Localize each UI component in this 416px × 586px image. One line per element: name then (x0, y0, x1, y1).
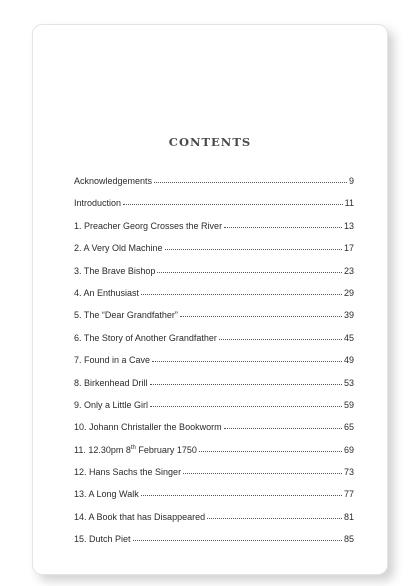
toc-entry-title-part: February 1750 (135, 444, 197, 455)
toc-entry (74, 422, 354, 444)
dot-leader (219, 339, 342, 340)
toc-entry-title: 13. A Long Walk (74, 489, 139, 500)
toc-entry (74, 534, 354, 556)
toc-page-number: 69 (343, 444, 354, 455)
dot-leader (150, 406, 342, 407)
dot-leader (224, 428, 342, 429)
toc-entry (74, 198, 354, 220)
ordinal-suffix: th (130, 444, 136, 451)
toc-entry-title: Acknowledgements (74, 176, 153, 186)
toc-entry-title: 6. The Story of Another Grandfather (74, 332, 217, 343)
toc-page-number: 85 (343, 534, 354, 545)
dot-leader (224, 227, 342, 228)
dot-leader (165, 249, 342, 250)
toc-page-number: 59 (343, 399, 354, 410)
toc-entry (74, 467, 354, 489)
toc-entry-title: 5. The “Dear Grandfather” (74, 310, 178, 321)
toc-entry (74, 333, 354, 355)
toc-page-number: 53 (343, 377, 354, 388)
toc-entry (74, 445, 354, 467)
toc-entry-title: 14. A Book that has Disappeared (74, 511, 206, 522)
contents-heading: CONTENTS (168, 135, 252, 149)
toc-entry (74, 355, 354, 377)
toc-entry-title: 9. Only a Little Girl (74, 399, 149, 410)
toc-entry (74, 310, 354, 332)
dot-leader (133, 540, 342, 541)
toc-entry (74, 400, 354, 422)
toc-entry-title (74, 445, 197, 455)
toc-entry-title: 2. A Very Old Machine (74, 243, 163, 254)
dot-leader (180, 316, 342, 317)
toc-entry-title: 10. Johann Christaller the Bookworm (74, 422, 222, 433)
toc-entry-title: 3. The Brave Bishop (74, 265, 156, 276)
toc-page-number: 39 (343, 310, 354, 321)
toc-page-number: 73 (343, 467, 354, 478)
dot-leader (199, 451, 342, 452)
toc-page-number: 81 (343, 511, 354, 522)
toc-page-number: 17 (343, 243, 354, 254)
toc-page-number: 65 (343, 422, 354, 433)
dot-leader (150, 384, 342, 385)
toc-page-number: 29 (343, 287, 354, 298)
toc-entry-title: 7. Found in a Cave (74, 355, 151, 366)
dot-leader (154, 182, 347, 183)
table-of-contents (74, 176, 354, 557)
toc-entry-title: 1. Preacher Georg Crosses the River (74, 220, 223, 231)
dot-leader (141, 294, 342, 295)
book-page (32, 24, 388, 575)
dot-leader (207, 518, 342, 519)
toc-entry-title-part: 11. 12.30pm 8 (74, 444, 131, 455)
dot-leader (152, 361, 342, 362)
toc-entry (74, 512, 354, 534)
toc-entry (74, 266, 354, 288)
toc-entry (74, 176, 354, 198)
toc-entry-title: 8. Birkenhead Drill (74, 377, 148, 388)
toc-page-number: 13 (343, 220, 354, 231)
toc-entry (74, 243, 354, 265)
toc-entry-title: 12. Hans Sachs the Singer (74, 467, 182, 478)
dot-leader (123, 204, 343, 205)
toc-entry-title: 15. Dutch Piet (74, 534, 131, 545)
dot-leader (183, 473, 342, 474)
toc-page-number: 45 (343, 332, 354, 343)
toc-entry (74, 221, 354, 243)
toc-entry-title: 4. An Enthusiast (74, 287, 140, 298)
toc-page-number: 77 (343, 489, 354, 500)
toc-entry (74, 489, 354, 511)
toc-page-number: 23 (343, 265, 354, 276)
dot-leader (141, 495, 342, 496)
toc-entry (74, 288, 354, 310)
toc-page-number: 11 (344, 198, 354, 209)
toc-page-number: 49 (343, 355, 354, 366)
toc-entry (74, 378, 354, 400)
dot-leader (157, 272, 342, 273)
toc-page-number: 9 (348, 176, 354, 186)
toc-entry-title: Introduction (74, 198, 122, 209)
